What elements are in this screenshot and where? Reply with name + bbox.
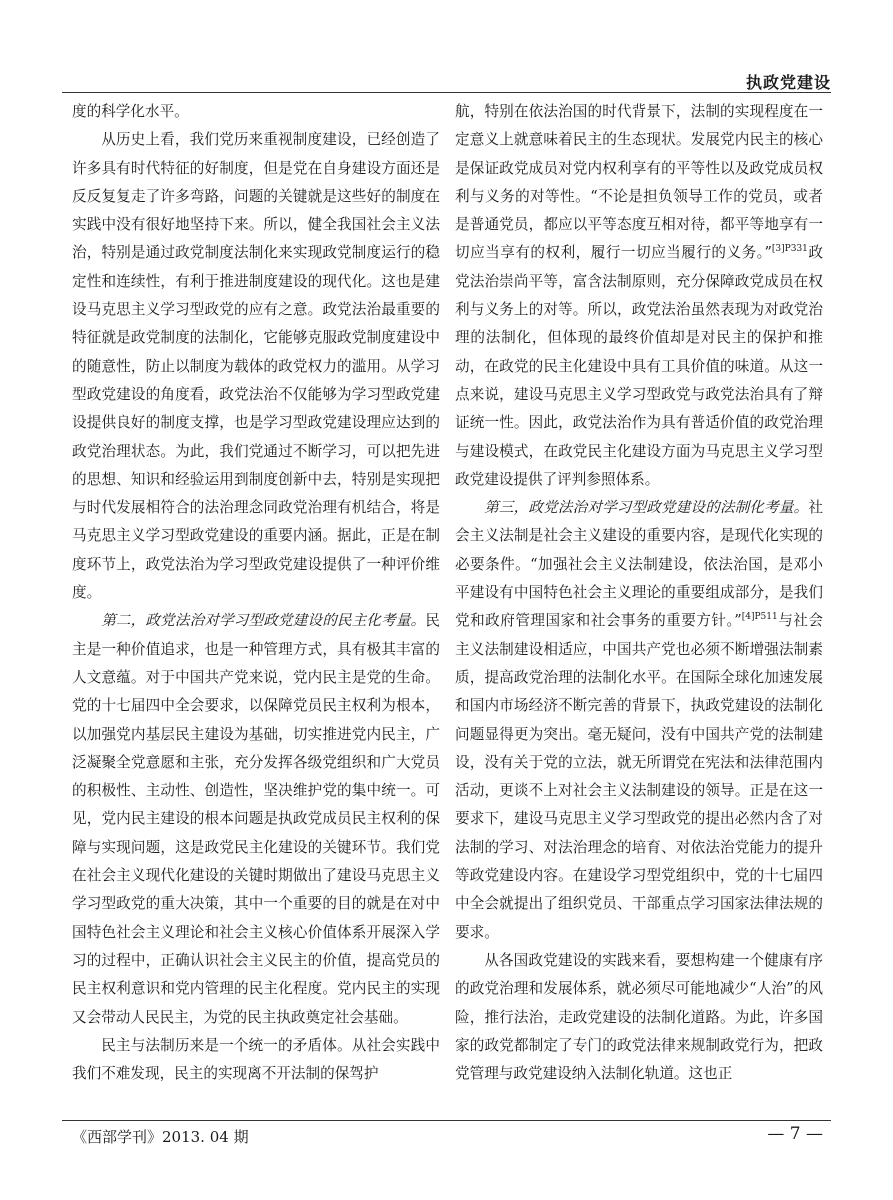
paragraph-text: 民主是一种价值追求，也是一种管理方式，具有极其丰富的人文意蕴。对于中国共产党来说，党内民主是党的生命。党的十七届四中全会要求，以保障党员民主权利为根本，以加强党内基层民主建设为基础，切实推进党内民主，广泛凝聚全党意愿和主张，充分发挥各级党组织和广大党员的积极性、主动性、创造性，坚决维护党的集中统一。可见，党内民主建设的根本问题是执政党成员民主权利的保障与实现问题，这是政党民主化建设的关键环节。我们党在社会主义现代化建设的关键时期做出了建设马克思主义学习型政党的重大决策，其中一个重要的目的就是在对中国特色社会主义理论和社会主义核心价值体系开展深入学习的过程中，正确认识社会主义民主的价值，提高党员的民主权利意识和党内管理的民主化程度。党内民主的实现又会带动人民民主，为党的民主执政奠定社会基础。 bbox=[72, 612, 440, 1026]
journal-issue: 《西部学刊》2013. 04 期 bbox=[72, 1128, 249, 1146]
paragraph-text: 航，特别在依法治国的时代背景下，法制的实现程度在一定意义上就意味着民主的生态现状。发展党内民主的核心是保证政党成员对党内权利享有的平等性以及政党成员权利与义务的对等性。“不论是担负领导工作的党员，或者是普通党员，都应以平等态度互相对待，都平等地享有一切应当享有的权利，履行一切应当履行的义务。” bbox=[455, 103, 823, 262]
section-heading: 第二，政党法治对学习型政党建设的民主化考量。 bbox=[101, 612, 426, 630]
paragraph bbox=[455, 494, 823, 947]
header-rule bbox=[62, 92, 831, 93]
citation-mark: [3]P331 bbox=[771, 244, 808, 255]
paragraph: 从各国政党建设的实践来看，要想构建一个健康有序的政党治理和发展体系，就必须尽可能地减少“人治”的风险，推行法治，走政党建设的法制化道路。为此，许多国家的政党都制定了专门的政党法律来规制政党行为，把政党管理与政党建设纳入法制化轨道。这也正 bbox=[455, 951, 823, 1083]
paragraph: 度的科学化水平。 bbox=[72, 103, 189, 120]
paragraph: 民主与法制历来是一个统一的矛盾体。从社会实践中我们不难发现，民主的实现离不开法制的保驾护 bbox=[72, 1036, 440, 1083]
paragraph-text: 社会主义法制是社会主义建设的重要内容，是现代化实现的必要条件。“加强社会主义法制建设，依法治国，是邓小平建设有中国特色社会主义理论的重要组成部分，是我们党和政府管理国家和社会事务的重要方针。” bbox=[455, 499, 823, 630]
paragraph-text: 政党法治崇尚平等，富含法制原则，充分保障政党成员在权利与义务上的对等。所以，政党法治虽然表现为对政党治理的法制化，但体现的最终价值却是对民主的保护和推动，在政党的民主化建设中具有工具价值的味道。从这一点来说，建设马克思主义学习型政党与政党法治具有了辩证统一性。因此，政党法治作为具有普适价值的政党治理与建设模式，在政党民主化建设方面为马克思主义学习型政党建设提供了评判参照体系。 bbox=[455, 244, 823, 488]
paragraph-text: 与社会主义法制建设相适应，中国共产党也必须不断增强法制素质，提高政党治理的法制化水平。在国际全球化加速发展和国内市场经济不断完善的背景下，执政党建设的法制化问题显得更为突出。毫无疑问，没有中国共产党的法制建设，没有关于党的立法，就无所谓党在宪法和法律范围内活动，更谈不上对社会主义法制建设的领导。正是在这一要求下，建设马克思主义学习型政党的提出必然内含了对法制的学习、对法治理念的培育、对依法治党能力的提升等政党建设内容。在建设学习型党组织中，党的十七届四中全会就提出了组织党员、干部重点学习国家法律法规的要求。 bbox=[455, 612, 823, 941]
paragraph bbox=[72, 607, 440, 1031]
citation-mark: [4]P511 bbox=[741, 612, 778, 623]
section-heading: 第三，政党法治对学习型政党建设的法制化考量。 bbox=[484, 499, 809, 517]
paragraph: 从历史上看，我们党历来重视制度建设，已经创造了许多具有时代特征的好制度，但是党在自身建设方面还是反反复复走了许多弯路，问题的关键就是这些好的制度在实践中没有很好地坚持下来。所以，健全我国社会主义法治，特别是通过政党制度法制化来实现政党制度运行的稳定性和连续性，有利于推进制度建设的现代化。这也是建设马克思主义学习型政党的应有之意。政党法治最重要的特征就是政党制度的法制化，它能够克服政党制度建设中的随意性，防止以制度为载体的政党权力的滥用。从学习型政党建设的角度看，政党法治不仅能够为学习型政党建设提供良好的制度支撑，也是学习型政党建设理应达到的政党治理状态。为此，我们党通过不断学习，可以把先进的思想、知识和经验运用到制度创新中去，特别是实现把与时代发展相符合的法治理念同政党治理有机结合，将是马克思主义学习型政党建设的重要内涵。据此，正是在制度环节上，政党法治为学习型政党建设提供了一种评价维度。 bbox=[72, 131, 440, 602]
right-column bbox=[455, 98, 823, 1088]
footer-rule bbox=[62, 1120, 831, 1121]
page-number: — 7 — bbox=[767, 1124, 823, 1144]
paragraph bbox=[455, 98, 823, 494]
running-header-title: 执政党建设 bbox=[745, 73, 831, 92]
left-column bbox=[72, 98, 440, 1088]
